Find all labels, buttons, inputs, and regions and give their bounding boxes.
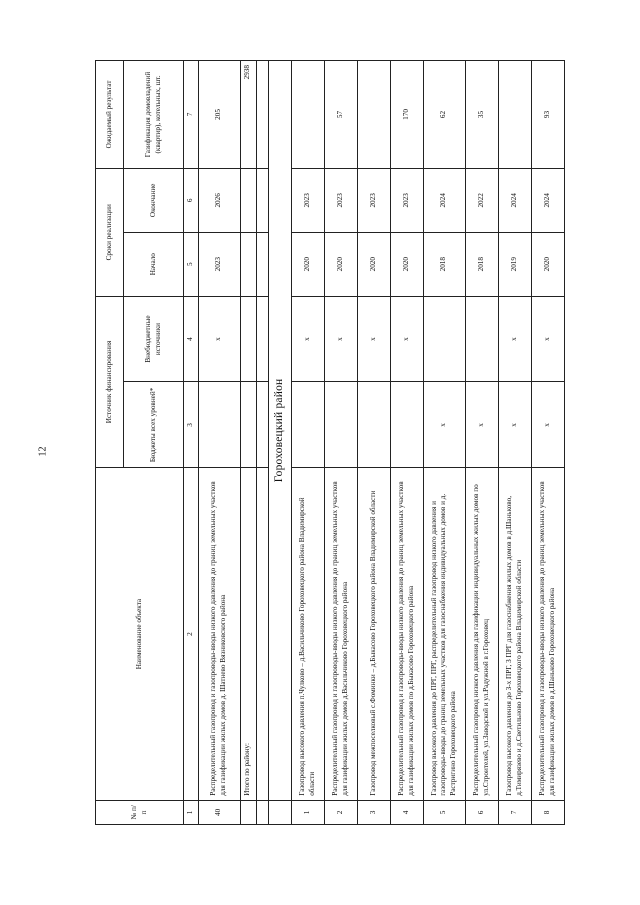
header-budget: Бюджеты всех уровней* <box>124 382 184 468</box>
table-row <box>198 61 240 825</box>
row-extra <box>465 296 498 382</box>
table-row <box>498 61 531 825</box>
row-start: 2020 <box>324 232 357 296</box>
row-extra: х <box>357 296 390 382</box>
row-start: 2018 <box>423 232 465 296</box>
row-start: 2020 <box>531 232 564 296</box>
row-end: 2023 <box>390 168 423 232</box>
row-end: 2024 <box>423 168 465 232</box>
row-name: Распределительный газопровод низкого давления для газификации индивидуальных жилых домов по ул.Строителей, ул.Заводской и ул.Радужной в г.Гороховец <box>465 468 498 800</box>
rotated-table-container <box>95 60 565 825</box>
total-empty-cell <box>240 232 256 296</box>
header-extra: Внебюджетные источники <box>124 296 184 382</box>
row-start: 2019 <box>498 232 531 296</box>
row-budget <box>390 382 423 468</box>
total-row <box>240 61 256 825</box>
table-row <box>423 61 465 825</box>
row-name: Газопровод высокого давления до ПРГ, ПРГ, распределительный газопровод низкого давления и газопроводы-вводы до границ земельных участков для газоснабжения индивидуальных домов и д. Растригино Гороховецкого района <box>423 468 465 800</box>
table-row <box>357 61 390 825</box>
row-result: 35 <box>465 61 498 169</box>
row-budget <box>291 382 324 468</box>
row-start: 2020 <box>357 232 390 296</box>
col-number: 1 <box>184 800 199 824</box>
row-budget: х <box>465 382 498 468</box>
row-end: 2023 <box>324 168 357 232</box>
header-num: № п/п <box>96 800 184 824</box>
row-budget <box>357 382 390 468</box>
row-result <box>357 61 390 169</box>
row-end: 2024 <box>531 168 564 232</box>
section-title: Гороховецкий район <box>268 61 291 801</box>
total-value: 2938 <box>240 61 256 169</box>
total-num-cell <box>240 800 256 824</box>
header-gas: Газификация домовладений (квартир), котельных, шт. <box>124 61 184 169</box>
row-result: 62 <box>423 61 465 169</box>
col-number: 5 <box>184 232 199 296</box>
row-name: Распределительный газопровод и газопроводы-вводы низкого давления до границ земельных участков для газификации жилых домов по д.Быкасово Гороховецкого района <box>390 468 423 800</box>
table-row <box>465 61 498 825</box>
section-num-cell <box>268 800 291 824</box>
row-name: Распределительный газопровод и газопроводы-вводы низкого давления до границ земельных участков для газификации жилых домов д.Васильчиково Гороховецкого района <box>324 468 357 800</box>
table-row <box>324 61 357 825</box>
col-number: 4 <box>184 296 199 382</box>
row-name: Газопровод межпоселковый с.Фоминки – д.Быкасово Гороховецкого района Владимирской области <box>357 468 390 800</box>
row-budget <box>324 382 357 468</box>
row-start: 2020 <box>390 232 423 296</box>
header-name: Наименование объекта <box>96 468 184 800</box>
row-end: 2024 <box>498 168 531 232</box>
row-extra: х <box>531 296 564 382</box>
row-extra <box>423 296 465 382</box>
row-name: Газопровод высокого давления до 3-х ПРГ, 3 ПРГ для газоснабжения жилых домов в д.Шаньково, д.Тимирязево и д.Светильново Гороховецкого района Владимирской области <box>498 468 531 800</box>
row-end: 2026 <box>198 168 240 232</box>
total-empty-cell <box>240 296 256 382</box>
row-num: 4 <box>390 800 423 824</box>
table-row <box>291 61 324 825</box>
row-result: 57 <box>324 61 357 169</box>
row-result: 93 <box>531 61 564 169</box>
row-result: 170 <box>390 61 423 169</box>
row-budget: х <box>498 382 531 468</box>
row-extra: х <box>390 296 423 382</box>
col-number: 3 <box>184 382 199 468</box>
total-label: Итого по району: <box>240 468 256 800</box>
row-name: Газопровод высокого давления п.Чулково – д.Васильчиково Гороховецкого района Владимирской области <box>291 468 324 800</box>
row-start: 2018 <box>465 232 498 296</box>
row-name: Распределительный газопровод и газопроводы-вводы низкого давления до границ земельных участков для газификации жилых домов д. Шатнево Вязниковского района <box>198 468 240 800</box>
row-end: 2023 <box>357 168 390 232</box>
row-extra: х <box>324 296 357 382</box>
header-result: Ожидаемый результат <box>96 61 124 169</box>
table-row <box>390 61 423 825</box>
spacer-row <box>256 61 268 825</box>
total-empty-cell <box>240 168 256 232</box>
row-budget: х <box>423 382 465 468</box>
row-num: 40 <box>198 800 240 824</box>
row-num: 5 <box>423 800 465 824</box>
row-num: 6 <box>465 800 498 824</box>
header-end: Окончание <box>124 168 184 232</box>
gasification-table <box>95 60 565 825</box>
section-row <box>268 61 291 825</box>
row-start: 2020 <box>291 232 324 296</box>
table-row <box>531 61 564 825</box>
row-num: 1 <box>291 800 324 824</box>
row-result: 205 <box>198 61 240 169</box>
row-num: 2 <box>324 800 357 824</box>
row-num: 7 <box>498 800 531 824</box>
row-start: 2023 <box>198 232 240 296</box>
header-terms: Сроки реализации <box>96 168 124 296</box>
row-budget <box>198 382 240 468</box>
header-funding: Источник финансирования <box>96 296 124 468</box>
col-number: 2 <box>184 468 199 800</box>
header-start: Начало <box>124 232 184 296</box>
row-end: 2023 <box>291 168 324 232</box>
row-extra: х <box>498 296 531 382</box>
row-name: Распределительный газопровод и газопроводы-вводы низкого давления до границ земельных участков для газификации жилых домов в д.Шаньково Гороховецкого района <box>531 468 564 800</box>
page-number: 12 <box>37 446 49 457</box>
row-end: 2022 <box>465 168 498 232</box>
col-number: 6 <box>184 168 199 232</box>
row-num: 8 <box>531 800 564 824</box>
row-result <box>291 61 324 169</box>
row-budget: х <box>531 382 564 468</box>
col-number: 7 <box>184 61 199 169</box>
total-empty-cell <box>240 382 256 468</box>
row-num: 3 <box>357 800 390 824</box>
row-extra: х <box>291 296 324 382</box>
row-result <box>498 61 531 169</box>
row-extra: х <box>198 296 240 382</box>
